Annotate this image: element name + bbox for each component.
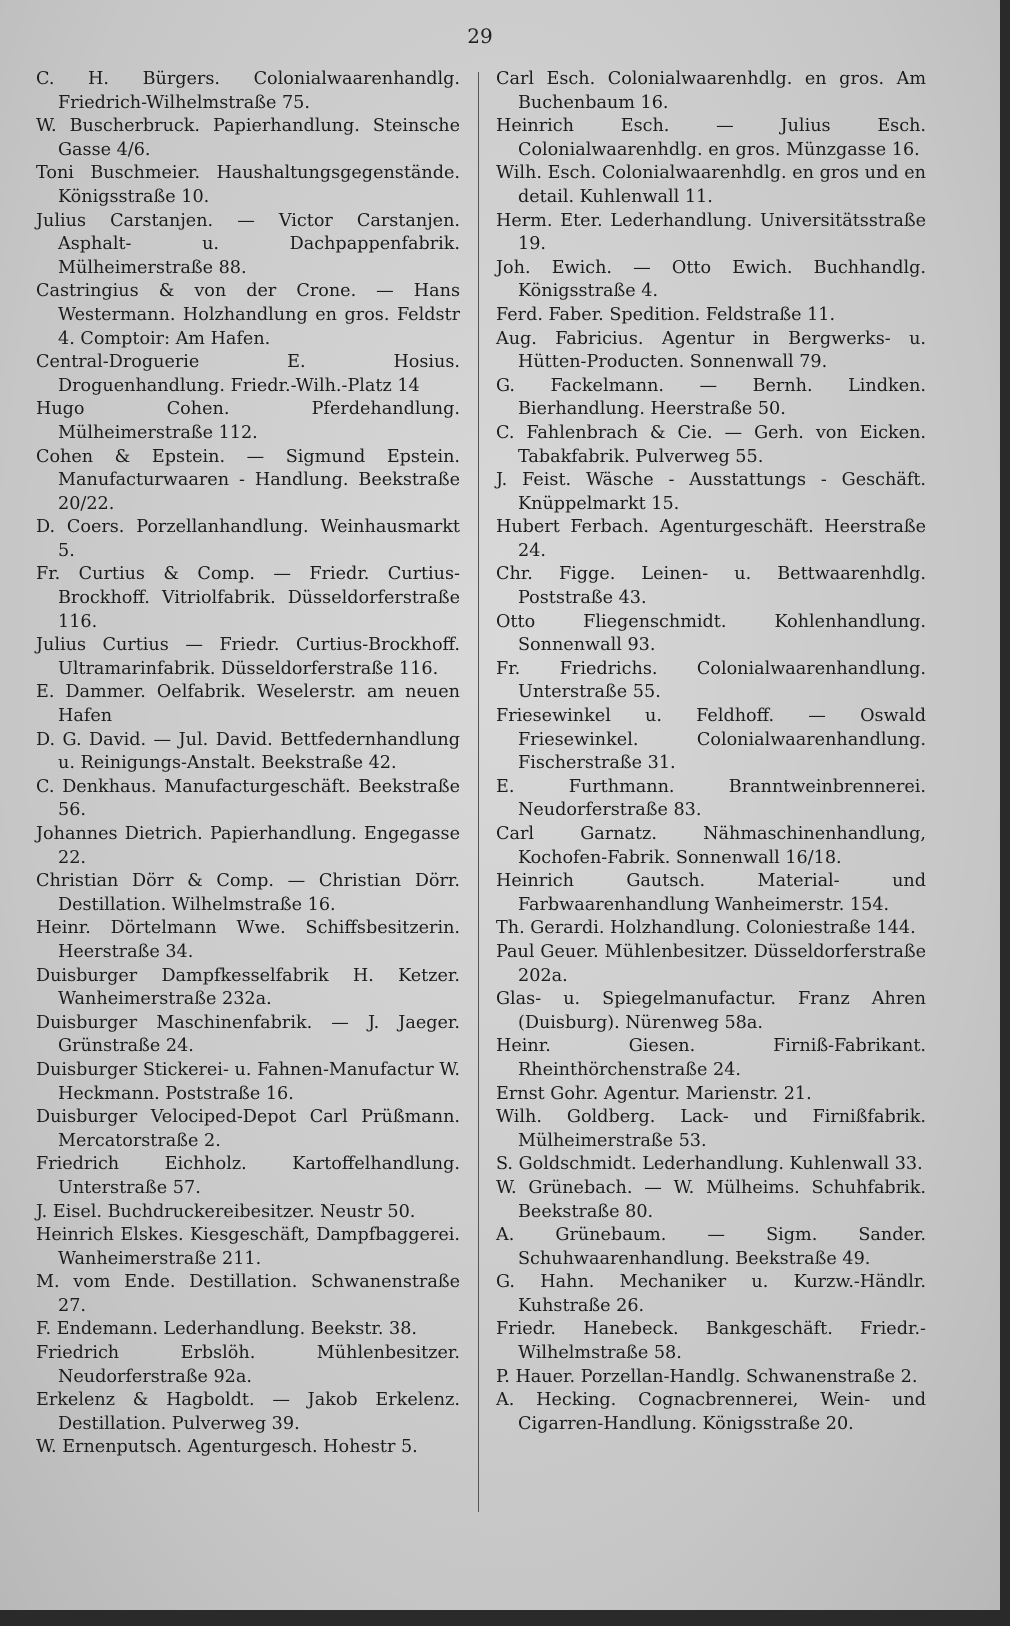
directory-entry: Aug. Fabricius. Agentur in Bergwerks- u. Hütten-Producten. Sonnenwall 79. — [496, 328, 926, 373]
directory-entry: Heinrich Elskes. Kiesgeschäft, Dampfbaggerei. Wanheimerstraße 211. — [36, 1225, 460, 1269]
directory-entry: Heinrich Esch. — Julius Esch. Colonialwaarenhdlg. en gros. Münzgasse 16. — [496, 116, 926, 160]
directory-entry: E. Furthmann. Branntweinbrennerei. Neudorferstraße 83. — [496, 776, 926, 821]
directory-entry: Chr. Figge. Leinen- u. Bettwaarenhdlg. Poststraße 43. — [496, 564, 926, 609]
scan-edge-right — [1000, 0, 1010, 1626]
scan-edge-bottom — [0, 1610, 1010, 1626]
directory-entry: Heinr. Giesen. Firniß-Fabrikant. Rheinthörchenstraße 24. — [496, 1036, 926, 1080]
directory-entry: Friesewinkel u. Feldhoff. — Oswald Friesewinkel. Colonialwaarenhandlung. Fischerstraße 31. — [496, 706, 926, 774]
directory-entry: Hugo Cohen. Pferdehandlung. Mülheimerstraße 112. — [36, 399, 460, 443]
directory-entry: Fr. Friedrichs. Colonialwaarenhandlung. Unterstraße 55. — [496, 658, 926, 703]
directory-entry: G. Fackelmann. — Bernh. Lindken. Bierhandlung. Heerstraße 50. — [496, 375, 926, 420]
directory-entry: C. Denkhaus. Manufacturgeschäft. Beekstraße 56. — [36, 776, 460, 821]
directory-entry: Paul Geuer. Mühlenbesitzer. Düsseldorferstraße 202a. — [496, 941, 926, 986]
column-divider — [478, 72, 479, 1512]
directory-entry: Duisburger Velociped-Depot Carl Prüßmann. Mercatorstraße 2. — [36, 1107, 460, 1151]
directory-entry: Duisburger Dampfkesselfabrik H. Ketzer. Wanheimerstraße 232a. — [36, 965, 460, 1010]
directory-entry: S. Goldschmidt. Lederhandlung. Kuhlenwall 33. — [496, 1154, 923, 1175]
directory-entry: D. G. David. — Jul. David. Bettfedernhandlung u. Reinigungs-Anstalt. Beekstraße 42. — [36, 729, 460, 774]
directory-entry: Duisburger Stickerei- u. Fahnen-Manufactur W. Heckmann. Poststraße 16. — [36, 1059, 460, 1104]
directory-entry: J. Eisel. Buchdruckereibesitzer. Neustr 50. — [36, 1201, 416, 1222]
directory-entry: C. Fahlenbrach & Cie. — Gerh. von Eicken. Tabakfabrik. Pulverweg 55. — [496, 422, 926, 467]
directory-entry: D. Coers. Porzellanhandlung. Weinhausmarkt 5. — [36, 517, 460, 561]
directory-entry: Heinr. Dörtelmann Wwe. Schiffsbesitzerin. Heerstraße 34. — [36, 918, 460, 962]
directory-entry: Cohen & Epstein. — Sigmund Epstein. Manufacturwaaren - Handlung. Beekstraße 20/22. — [36, 446, 460, 514]
directory-entry: Hubert Ferbach. Agenturgeschäft. Heerstraße 24. — [496, 517, 926, 561]
directory-entry: Joh. Ewich. — Otto Ewich. Buchhandlg. Königsstraße 4. — [496, 257, 926, 302]
directory-entry: Julius Curtius — Friedr. Curtius-Brockhoff. Ultramarinfabrik. Düsseldorferstraße 116. — [36, 635, 460, 679]
directory-entry: Carl Esch. Colonialwaarenhdlg. en gros. Am Buchenbaum 16. — [496, 69, 926, 113]
directory-entry: A. Hecking. Cognacbrennerei, Wein- und Cigarren-Handlung. Königsstraße 20. — [496, 1390, 926, 1434]
right-column — [496, 68, 926, 1436]
directory-entry: Friedr. Hanebeck. Bankgeschäft. Friedr.-Wilhelmstraße 58. — [496, 1319, 926, 1364]
directory-entry: Wilh. Goldberg. Lack- und Firnißfabrik. Mülheimerstraße 53. — [496, 1107, 926, 1151]
directory-entry: Wilh. Esch. Colonialwaarenhdlg. en gros und en detail. Kuhlenwall 11. — [496, 163, 926, 207]
directory-entry: Ernst Gohr. Agentur. Marienstr. 21. — [496, 1083, 812, 1104]
left-column — [36, 68, 460, 1460]
directory-entry: Toni Buschmeier. Haushaltungsgegenstände. Königsstraße 10. — [36, 163, 460, 207]
directory-entry: Friedrich Erbslöh. Mühlenbesitzer. Neudorferstraße 92a. — [36, 1343, 460, 1387]
directory-entry: Duisburger Maschinenfabrik. — J. Jaeger. Grünstraße 24. — [36, 1012, 460, 1057]
directory-entry: Julius Carstanjen. — Victor Carstanjen. Asphalt- u. Dachpappenfabrik. Mülheimerstraße 88. — [36, 210, 460, 278]
directory-entry: C. H. Bürgers. Colonialwaarenhandlg. Friedrich-Wilhelmstraße 75. — [36, 69, 460, 113]
directory-entry: Central-Droguerie E. Hosius. Droguenhandlung. Friedr.-Wilh.-Platz 14 — [36, 352, 460, 396]
directory-entry: Fr. Curtius & Comp. — Friedr. Curtius-Brockhoff. Vitriolfabrik. Düsseldorferstraße 116. — [36, 564, 460, 632]
directory-entry: Johannes Dietrich. Papierhandlung. Engegasse 22. — [36, 824, 460, 868]
directory-entry: M. vom Ende. Destillation. Schwanenstraße 27. — [36, 1272, 460, 1316]
directory-entry: Th. Gerardi. Holzhandlung. Coloniestraße 144. — [496, 918, 916, 939]
directory-entry: Erkelenz & Hagboldt. — Jakob Erkelenz. Destillation. Pulverweg 39. — [36, 1390, 460, 1434]
directory-entry: Friedrich Eichholz. Kartoffelhandlung. Unterstraße 57. — [36, 1154, 460, 1198]
directory-entry: Heinrich Gautsch. Material- und Farbwaarenhandlung Wanheimerstr. 154. — [496, 871, 926, 915]
directory-entry: P. Hauer. Porzellan-Handlg. Schwanenstraße 2. — [496, 1366, 918, 1387]
directory-entry: Ferd. Faber. Spedition. Feldstraße 11. — [496, 304, 836, 325]
directory-entry: Glas- u. Spiegelmanufactur. Franz Ahren (Duisburg). Nürenweg 58a. — [496, 989, 926, 1033]
directory-entry: Otto Fliegenschmidt. Kohlenhandlung. Sonnenwall 93. — [496, 611, 926, 656]
page-number: 29 — [467, 24, 493, 48]
directory-entry: W. Grünebach. — W. Mülheims. Schuhfabrik. Beekstraße 80. — [496, 1177, 926, 1222]
directory-entry: Castringius & von der Crone. — Hans Westermann. Holzhandlung en gros. Feldstr 4. Comptoir: Am Hafen. — [36, 281, 460, 349]
directory-entry: F. Endemann. Lederhandlung. Beekstr. 38. — [36, 1319, 418, 1340]
directory-entry: Christian Dörr & Comp. — Christian Dörr. Destillation. Wilhelmstraße 16. — [36, 871, 460, 915]
directory-entry: E. Dammer. Oelfabrik. Weselerstr. am neuen Hafen — [36, 682, 460, 727]
directory-entry: Carl Garnatz. Nähmaschinenhandlung, Kochofen-Fabrik. Sonnenwall 16/18. — [496, 824, 926, 868]
directory-entry: W. Ernenputsch. Agenturgesch. Hohestr 5. — [36, 1437, 418, 1458]
directory-entry: W. Buscherbruck. Papierhandlung. Steinsche Gasse 4/6. — [36, 116, 460, 160]
directory-entry: J. Feist. Wäsche - Ausstattungs - Geschäft. Knüppelmarkt 15. — [496, 470, 926, 514]
directory-entry: G. Hahn. Mechaniker u. Kurzw.-Händlr. Kuhstraße 26. — [496, 1272, 926, 1316]
directory-entry: Herm. Eter. Lederhandlung. Universitätsstraße 19. — [496, 210, 926, 255]
directory-entry: A. Grünebaum. — Sigm. Sander. Schuhwaarenhandlung. Beekstraße 49. — [496, 1225, 926, 1269]
